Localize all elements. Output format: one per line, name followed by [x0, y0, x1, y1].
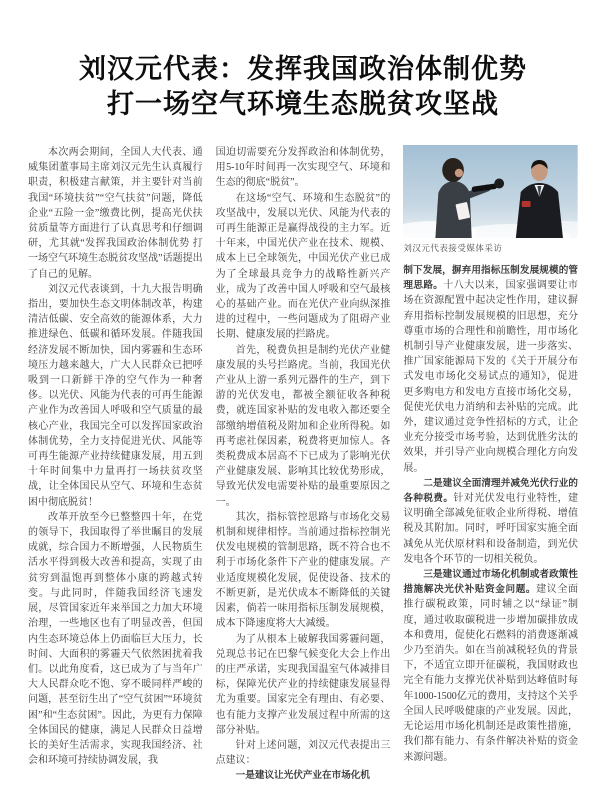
text-segment: 改革开放至今已整整四十年，在党的领导下，我国取得了举世瞩目的发展成就，综合国力不断增强，人民物质生活水平得到极大改善和提高，实现了由贫穷到温饱再到整体小康的跨越式转变。与此同时，伴随我国经济飞速发展，尽管国家近年来举国之力加大环境治理，一些地区也有了明显改善，但国内生态环境总体上仍面临巨大压力，长时间、大面积的雾霾天气依然困扰着我们。以此角度看，这已成为了与当年广大人民群众吃不饱、穿不暖同样严峻的问题，甚至衍生出了“空气贫困”“环境贫困”和“生态贫困”。因此，为更有力保障全体国民的健康，满足人民群众日益增长的美好生活需求，实现我国经济、社会和环境可持续协调发展，我	[28, 511, 203, 767]
column-3-text	[403, 263, 578, 765]
text-segment: 在这场“空气、环境和生态脱贫”的攻坚战中，发展以光伏、风能为代表的可再生能源正是赢得战役的主力军。近十年来，中国光伏产业在技术、规模、成本上已全球领先，中国光伏产业已成为了全球最具竞争力的战略性新兴产业，成为了改善中国人呼吸和空气最核心的基础产业。而在光伏产业向纵深推进的过程中，一些问题成为了阻碍产业长期、健康发展的拦路虎。	[215, 192, 391, 341]
bold-text-segment: 三是建议通过市场化机制或者政策性措施解决光伏补贴资金问题。	[403, 569, 579, 596]
paragraph	[28, 282, 203, 510]
article-columns	[28, 145, 578, 784]
paragraph	[216, 632, 391, 738]
text-segment: 刘汉元代表谈到，十九大报告明确指出，要加快生态文明体制改革，构建清洁低碳、安全高效的能源体系，大力推进绿色、低碳和循环发展。伴随我国经济发展不断加快，国内雾霾和生态环境压力越来越大，广大人民群众已把呼吸到一口新鲜干净的空气作为一种奢侈。以光伏、风能为代表的可再生能源产业作为改善国人呼吸和空气质量的最核心产业，我国完全可以发挥国家政治体制优势，全力支持促进光伏、风能等可再生能源产业持续健康发展，用五到十年时间集中力量再打一场扶贫攻坚战，让全体国民从空气、环境和生态贫困中彻底脱贫！	[28, 283, 203, 508]
paragraph	[216, 191, 391, 343]
text-segment: 其次，指标管控思路与市场化交易机制和规律相悖。当前通过指标控制光伏发电规模的管制思路，既不符合也不利于市场化条件下产业的健康发展。产业适度规模化发展，促使设备、技术的不断更新，是光伏成本不断降低的关键因素，倘若一味用指标压制发展规模，成本下降速度将大大减缓。	[215, 511, 391, 630]
text-segment: 建议全面推行碳税政策，同时辅之以“绿证”制度，通过收取碳税进一步增加碳排放成本和费用，促使化石燃料的消费逐渐减少乃至消失。如在当前减税轻负的背景下，不适宜立即开征碳税，我国财政也完全有能力支撑光伏补贴到达峰值时每年1000-1500亿元的费用，支持这个关乎全国人民呼吸健康的产业发展。因此，无论运用市场化机制还是政策性措施，我们都有能力、有条件解决补贴的资金来源问题。	[403, 584, 579, 763]
interview-photo-art	[403, 145, 578, 238]
paragraph	[216, 768, 391, 783]
column-3	[403, 145, 578, 784]
title-line-1: 刘汉元代表：发挥我国政治体制优势	[79, 54, 527, 84]
paragraph	[28, 510, 203, 768]
title-line-2: 打一场空气环境生态脱贫攻坚战	[107, 89, 499, 119]
paragraph	[403, 476, 578, 567]
paragraph	[28, 145, 203, 282]
paragraph	[216, 343, 391, 510]
text-segment: 针对上述问题，刘汉元代表提出三点建议：	[215, 739, 391, 767]
text-segment: 为了从根本上破解我国雾霾问题，兑现总书记在巴黎气候变化大会上作出的庄严承诺，实现我国温室气体减排目标，保障光伏产业的持续健康发展显得尤为重要。国家完全有理由、有必要、也有能力支撑产业发展过程中所需的这部分补贴。	[215, 633, 391, 736]
column-1	[28, 145, 203, 784]
interview-photo	[403, 145, 578, 238]
text-segment: 针对光伏发电行业特性，建议明确全部减免征收企业所得税、增值税及其附加。同时，呼吁国家实施全面减免从光伏原材料和设备制造，到光伏发电各个环节的一切相关税负。	[403, 493, 579, 565]
photo-block	[403, 145, 578, 254]
text-segment: 国迫切需要充分发挥政治和体制优势，用5-10年时间再一次实现空气、环境和生态的彻底“脱贫”。	[215, 147, 391, 189]
paragraph	[403, 567, 578, 765]
paragraph	[216, 510, 391, 632]
paragraph	[216, 738, 391, 768]
bold-text-segment: 制下发展，摒弃用指标压制发展规模的管理思路。	[403, 265, 579, 292]
column-2	[216, 145, 391, 784]
paragraph	[403, 263, 578, 476]
text-segment: 十八大以来，国家强调要让市场在资源配置中起决定性作用，建议摒弃用指标控制发展规模的旧思想，充分尊重市场的合理性和前瞻性，用市场化机制引导产业健康发展，进一步落实、推广国家能源局下发的《关于开展分布式发电市场化交易试点的通知》，促进更多购电方和发电方直接市场化交易，促使光伏电力消纳和去补贴的完成。此外，建议通过竞争性招标的方式，让企业充分接受市场考验，达到优胜劣汰的效果，并引导产业向规模合理化方向发展。	[403, 280, 579, 474]
photo-caption: 刘汉元代表接受媒体采访	[403, 243, 503, 253]
bold-text-segment: 二是建议全面清理并减免光伏行业的各种税费。	[403, 477, 579, 505]
text-segment: 首先，税费负担是制约光伏产业健康发展的头号拦路虎。当前，我国光伏产业从上游一系列元器件的生产，到下游的光伏发电，都被全额征收各种税费，就连国家补贴的发电收入都还要全部缴纳增值税及附加和企业所得税。如再考虑社保因素，税费将更加惊人。各类税费成本居高不下已成为了影响光伏产业健康发展、影响其比较优势形成，导致光伏发电需要补贴的最重要原因之一。	[215, 344, 391, 508]
bold-text-segment: 一是建议让光伏产业在市场化机	[235, 770, 370, 782]
text-segment: 本次两会期间，全国人大代表、通威集团董事局主席刘汉元先生认真履行职责，积极建言献策，并主要针对当前我国“环境扶贫”“空气扶贫”问题，降低企业“五险一金”缴费比例，提高光伏扶贫质量等方面进行了认真思考和仔细调研，尤其就“发挥我国政治体制优势 打一场空气环境生态脱贫攻坚战”话题提出了自己的见解。	[28, 147, 203, 280]
paragraph	[216, 145, 391, 191]
article-title	[28, 52, 578, 122]
